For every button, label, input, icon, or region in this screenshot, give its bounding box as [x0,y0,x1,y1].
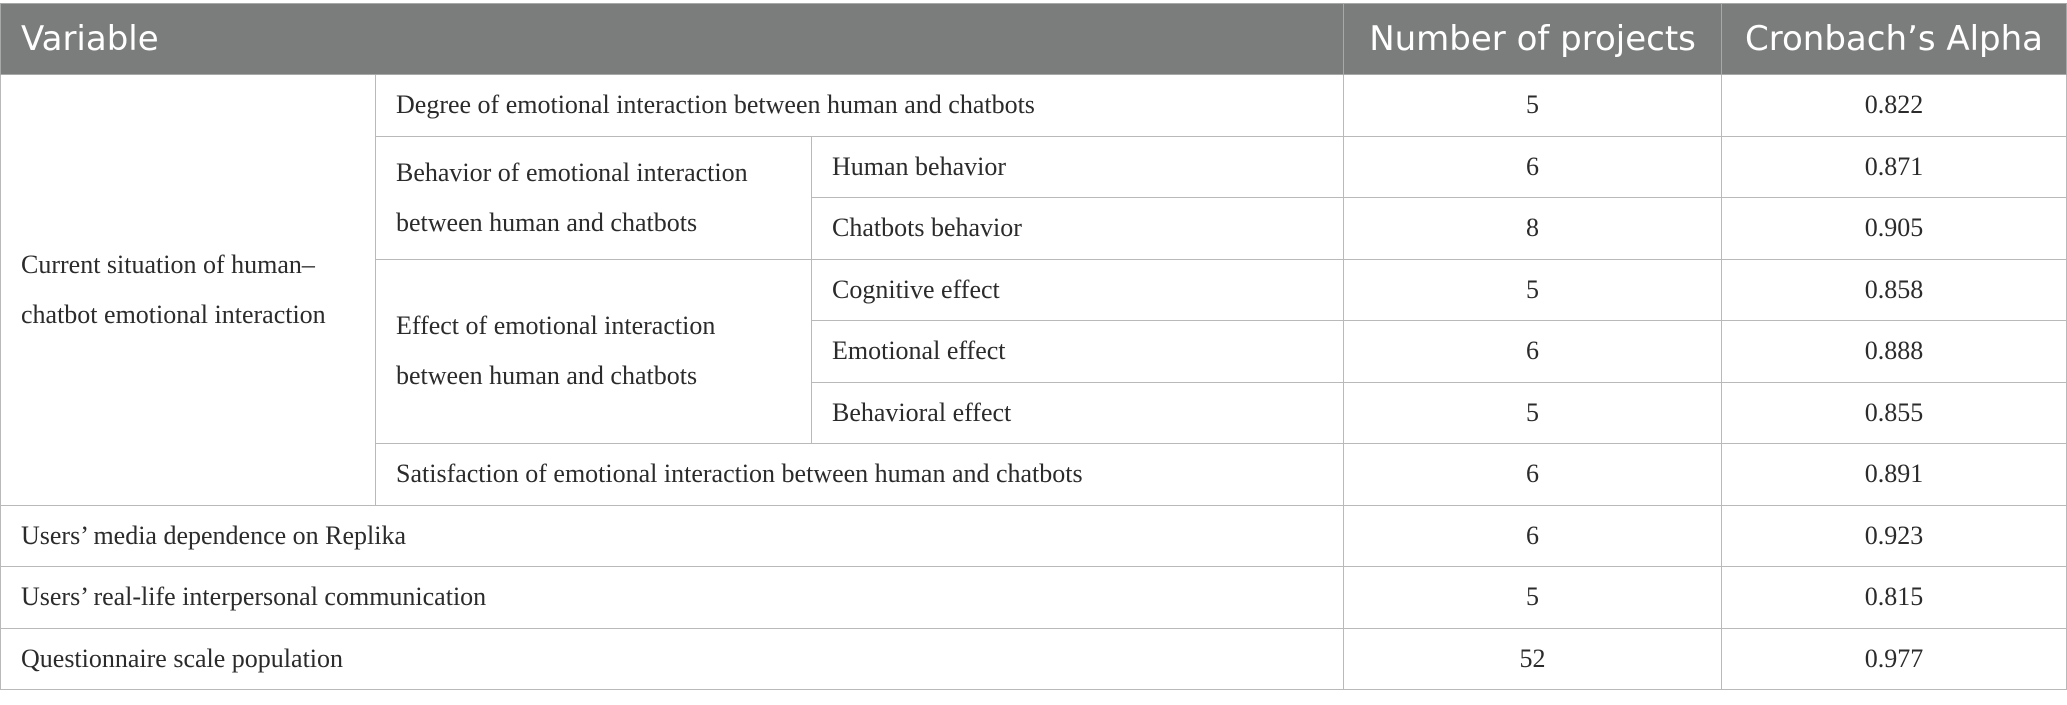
row-alpha: 0.871 [1722,136,2067,198]
group-behavior: Behavior of emotional interaction between human and chatbots [376,136,812,259]
row-alpha: 0.923 [1722,505,2067,567]
table-body [1,75,2067,690]
table-row [1,567,2067,629]
row-label: Behavioral effect [812,382,1344,444]
row-alpha: 0.888 [1722,321,2067,383]
row-alpha: 0.977 [1722,628,2067,690]
row-projects: 52 [1344,628,1722,690]
row-projects: 6 [1344,505,1722,567]
row-alpha: 0.891 [1722,444,2067,506]
row-alpha: 0.855 [1722,382,2067,444]
table-row [1,505,2067,567]
row-label: Cognitive effect [812,259,1344,321]
group-effect: Effect of emotional interaction between human and chatbots [376,259,812,444]
group-current-situation: Current situation of human–chatbot emotional interaction [1,75,376,506]
row-alpha: 0.858 [1722,259,2067,321]
row-label: Users’ media dependence on Replika [1,505,1344,567]
row-alpha: 0.905 [1722,198,2067,260]
table-row [1,75,2067,137]
row-projects: 6 [1344,444,1722,506]
row-projects: 5 [1344,75,1722,137]
row-alpha: 0.815 [1722,567,2067,629]
row-alpha: 0.822 [1722,75,2067,137]
header-cronbach-alpha: Cronbach’s Alpha [1722,4,2067,75]
row-projects: 6 [1344,136,1722,198]
row-projects: 5 [1344,567,1722,629]
reliability-table [0,3,2067,690]
header-number-of-projects: Number of projects [1344,4,1722,75]
row-projects: 8 [1344,198,1722,260]
row-label: Satisfaction of emotional interaction between human and chatbots [376,444,1344,506]
row-projects: 6 [1344,321,1722,383]
row-label: Emotional effect [812,321,1344,383]
row-label: Questionnaire scale population [1,628,1344,690]
reliability-table-container [0,3,2066,690]
row-label: Human behavior [812,136,1344,198]
header-row [1,4,2067,75]
row-label: Chatbots behavior [812,198,1344,260]
header-variable: Variable [1,4,1344,75]
row-projects: 5 [1344,259,1722,321]
row-label: Degree of emotional interaction between human and chatbots [376,75,1344,137]
row-projects: 5 [1344,382,1722,444]
table-row [1,628,2067,690]
table-header [1,4,2067,75]
row-label: Users’ real-life interpersonal communication [1,567,1344,629]
